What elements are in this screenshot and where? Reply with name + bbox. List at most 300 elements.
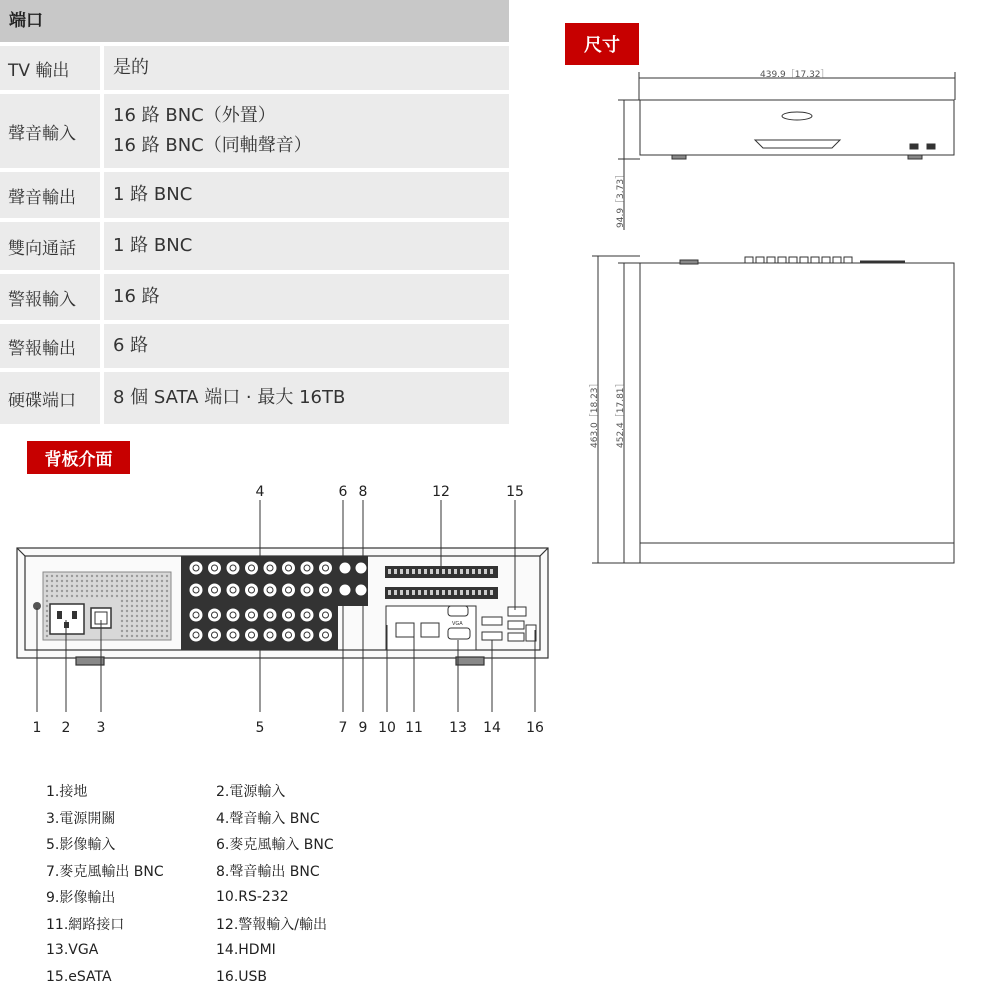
vent-hole [66, 595, 68, 597]
vent-hole [111, 575, 113, 577]
vent-hole [141, 635, 143, 637]
ports-row-value [104, 222, 509, 270]
terminal-pin [490, 590, 493, 595]
vent-hole [146, 625, 148, 627]
vent-hole [126, 630, 128, 632]
bnc-connector-icon [226, 608, 240, 622]
terminal-pin [412, 590, 415, 595]
vent-hole [166, 615, 168, 617]
vent-hole [106, 585, 108, 587]
vent-hole [46, 595, 48, 597]
power-inlet-icon [50, 604, 84, 634]
bnc-connector-icon [208, 608, 222, 622]
vent-hole [141, 600, 143, 602]
vent-hole [81, 580, 83, 582]
vent-hole [51, 595, 53, 597]
vent-hole [96, 580, 98, 582]
callout-number: 12 [432, 484, 450, 500]
terminal-pin [430, 569, 433, 574]
vent-hole [156, 580, 158, 582]
callout-number: 7 [338, 720, 348, 736]
bnc-connector-icon [189, 561, 203, 575]
vent-hole [91, 585, 93, 587]
bnc-connector-icon [226, 561, 240, 575]
vent-hole [121, 625, 123, 627]
vent-hole [161, 575, 163, 577]
vent-hole [96, 585, 98, 587]
vent-hole [156, 575, 158, 577]
legend-item: 5.影像輸入 [46, 837, 116, 854]
terminal-pin [400, 590, 403, 595]
terminal-pin [466, 590, 469, 595]
vent-hole [121, 620, 123, 622]
vent-hole [136, 605, 138, 607]
vent-hole [156, 605, 158, 607]
ports-row-value-line: 8 個 SATA 端口 · 最大 16TB [113, 387, 346, 408]
vent-hole [166, 610, 168, 612]
vent-hole [111, 580, 113, 582]
vent-hole [136, 620, 138, 622]
rear-port-marker [833, 257, 841, 263]
vent-hole [151, 630, 153, 632]
vent-hole [106, 595, 108, 597]
vent-hole [161, 620, 163, 622]
bnc-connector-icon [208, 583, 222, 597]
callout-number: 2 [61, 720, 71, 736]
legend-item: 8.聲音輸出 BNC [216, 863, 320, 880]
terminal-pin [394, 590, 397, 595]
vent-hole [56, 595, 58, 597]
vent-hole [156, 595, 158, 597]
vent-hole [86, 595, 88, 597]
terminal-pin [460, 569, 463, 574]
vent-hole [166, 620, 168, 622]
vent-hole [76, 585, 78, 587]
vent-hole [121, 580, 123, 582]
ports-row-value [104, 372, 509, 424]
vent-hole [131, 630, 133, 632]
bnc-connector-icon [189, 608, 203, 622]
vent-hole [161, 630, 163, 632]
vent-hole [61, 575, 63, 577]
terminal-pin [430, 590, 433, 595]
vent-hole [156, 585, 158, 587]
vent-hole [126, 590, 128, 592]
ports-row-label: 雙向通話 [0, 222, 104, 270]
vent-hole [56, 585, 58, 587]
vent-hole [161, 625, 163, 627]
bnc-connector-icon [208, 628, 222, 642]
vent-hole [126, 575, 128, 577]
vent-hole [151, 620, 153, 622]
vent-hole [156, 620, 158, 622]
vent-hole [76, 590, 78, 592]
terminal-pin [484, 569, 487, 574]
vent-hole [131, 635, 133, 637]
vent-hole [106, 575, 108, 577]
vent-hole [91, 575, 93, 577]
vent-hole [121, 595, 123, 597]
callout-number: 13 [449, 720, 467, 736]
vent-hole [51, 590, 53, 592]
vent-hole [146, 635, 148, 637]
callout-number: 4 [255, 484, 265, 500]
vent-hole [116, 575, 118, 577]
terminal-pin [460, 590, 463, 595]
vent-hole [46, 605, 48, 607]
vent-hole [126, 605, 128, 607]
vent-hole [126, 620, 128, 622]
vent-hole [51, 585, 53, 587]
callout-number: 14 [483, 720, 501, 736]
vent-hole [161, 580, 163, 582]
vent-hole [151, 625, 153, 627]
vent-hole [141, 620, 143, 622]
vent-hole [146, 610, 148, 612]
callout-number: 10 [378, 720, 396, 736]
vent-hole [106, 580, 108, 582]
vent-hole [116, 595, 118, 597]
vent-hole [136, 625, 138, 627]
vent-hole [146, 605, 148, 607]
bnc-connector-icon [282, 561, 296, 575]
vent-hole [146, 590, 148, 592]
legend-row [46, 858, 366, 885]
ports-row-value-line: 16 路 BNC（同軸聲音） [113, 135, 312, 156]
terminal-pin [400, 569, 403, 574]
terminal-pin [424, 590, 427, 595]
bnc-connector-icon [245, 608, 259, 622]
vent-hole [121, 630, 123, 632]
vent-hole [166, 575, 168, 577]
vent-hole [141, 605, 143, 607]
vent-hole [161, 600, 163, 602]
vent-hole [46, 600, 48, 602]
vent-hole [146, 600, 148, 602]
vent-hole [61, 595, 63, 597]
width-label: 439.9［17.32］ [760, 70, 830, 80]
vent-hole [141, 615, 143, 617]
bnc-connector-icon [263, 583, 277, 597]
vent-hole [91, 595, 93, 597]
legend-row [46, 911, 366, 938]
vent-hole [101, 590, 103, 592]
vent-hole [126, 585, 128, 587]
vent-hole [141, 590, 143, 592]
vent-hole [46, 580, 48, 582]
vent-hole [91, 580, 93, 582]
vent-hole [46, 615, 48, 617]
vent-hole [121, 575, 123, 577]
vent-hole [161, 595, 163, 597]
ports-row-value [104, 46, 509, 90]
terminal-pin [388, 590, 391, 595]
bnc-connector-icon [263, 608, 277, 622]
rear-panel-legend [46, 778, 366, 990]
vent-hole [101, 580, 103, 582]
vent-hole [76, 575, 78, 577]
vent-hole [166, 590, 168, 592]
terminal-pin [436, 569, 439, 574]
terminal-pin [454, 569, 457, 574]
legend-row [46, 805, 366, 832]
vent-hole [151, 600, 153, 602]
dimensions-drawing [580, 60, 980, 580]
vent-hole [61, 590, 63, 592]
vent-hole [71, 590, 73, 592]
vent-hole [46, 625, 48, 627]
vent-hole [121, 610, 123, 612]
terminal-pin [448, 569, 451, 574]
vent-hole [136, 580, 138, 582]
vent-hole [156, 630, 158, 632]
vent-hole [46, 575, 48, 577]
vent-hole [151, 610, 153, 612]
terminal-pin [412, 569, 415, 574]
vent-hole [146, 630, 148, 632]
vent-hole [126, 625, 128, 627]
terminal-pin [490, 569, 493, 574]
bnc-connector-icon [263, 561, 277, 575]
vent-hole [111, 585, 113, 587]
vent-hole [166, 605, 168, 607]
vent-hole [46, 630, 48, 632]
terminal-pin [466, 569, 469, 574]
ports-row [0, 90, 509, 168]
terminal-pin [394, 569, 397, 574]
legend-item: 9.影像輸出 [46, 890, 116, 907]
vent-hole [156, 635, 158, 637]
vent-hole [136, 585, 138, 587]
rear-port-marker [800, 257, 808, 263]
vent-hole [166, 580, 168, 582]
legend-item: 14.HDMI [216, 942, 276, 959]
terminal-pin [478, 569, 481, 574]
ports-row-value-line: 16 路 BNC（外置） [113, 105, 276, 126]
bnc-connector-icon [245, 561, 259, 575]
bnc-connector-icon [226, 628, 240, 642]
vent-hole [151, 605, 153, 607]
vent-hole [166, 630, 168, 632]
legend-item: 4.聲音輸入 BNC [216, 810, 320, 827]
terminal-pin [406, 569, 409, 574]
bnc-connector-icon [282, 583, 296, 597]
height-label: 94.9［3.73］ [616, 169, 626, 228]
vent-hole [71, 585, 73, 587]
vent-hole [81, 590, 83, 592]
vent-hole [141, 625, 143, 627]
vent-hole [151, 585, 153, 587]
legend-item: 6.麥克風輸入 BNC [216, 837, 334, 854]
vent-hole [141, 630, 143, 632]
bnc-connector-icon [319, 561, 333, 575]
legend-row [46, 778, 366, 805]
vent-hole [71, 595, 73, 597]
vent-hole [161, 635, 163, 637]
vent-hole [161, 610, 163, 612]
vent-hole [146, 595, 148, 597]
vent-hole [126, 595, 128, 597]
ports-row-label: 聲音輸出 [0, 172, 104, 218]
legend-item: 7.麥克風輸出 BNC [46, 863, 164, 880]
terminal-pin [406, 590, 409, 595]
ports-row-value [104, 274, 509, 320]
vent-hole [66, 585, 68, 587]
vent-hole [56, 590, 58, 592]
vent-hole [46, 610, 48, 612]
vent-hole [71, 580, 73, 582]
vent-hole [76, 595, 78, 597]
vent-hole [71, 575, 73, 577]
vent-hole [141, 580, 143, 582]
vent-hole [81, 585, 83, 587]
ports-table [0, 0, 509, 424]
vent-hole [121, 615, 123, 617]
vent-hole [131, 600, 133, 602]
vent-hole [141, 575, 143, 577]
vent-hole [136, 590, 138, 592]
vent-hole [136, 595, 138, 597]
vent-hole [51, 575, 53, 577]
ports-row [0, 218, 509, 270]
vent-hole [56, 575, 58, 577]
vent-hole [66, 590, 68, 592]
terminal-pin [436, 590, 439, 595]
vent-hole [116, 590, 118, 592]
vent-hole [56, 580, 58, 582]
vent-hole [141, 610, 143, 612]
vent-hole [131, 625, 133, 627]
ports-row-label: 警報輸入 [0, 274, 104, 320]
vent-hole [46, 620, 48, 622]
top-view [640, 263, 954, 563]
terminal-pin [442, 590, 445, 595]
rear-port-marker [778, 257, 786, 263]
vent-hole [96, 575, 98, 577]
vent-hole [101, 595, 103, 597]
vent-hole [86, 585, 88, 587]
vent-hole [121, 590, 123, 592]
bnc-audio-input-block [181, 556, 338, 606]
rear-port-marker [822, 257, 830, 263]
terminal-pin [424, 569, 427, 574]
vent-hole [146, 620, 148, 622]
bnc-connector-icon [300, 561, 314, 575]
vent-hole [166, 595, 168, 597]
vent-hole [136, 630, 138, 632]
bnc-connector-icon [319, 608, 333, 622]
depth-inner-label: 452.4［17.81］ [616, 378, 626, 448]
ports-row-label: 聲音輸入 [0, 94, 104, 168]
vent-hole [131, 615, 133, 617]
legend-item: 15.eSATA [46, 968, 112, 985]
vent-hole [51, 580, 53, 582]
bnc-mic-block [338, 556, 368, 606]
bnc-connector-icon [300, 583, 314, 597]
vent-hole [81, 595, 83, 597]
callout-number: 3 [96, 720, 106, 736]
ports-row-label: TV 輸出 [0, 46, 104, 90]
rear-port-marker [745, 257, 753, 263]
terminal-pin [454, 590, 457, 595]
vent-hole [121, 600, 123, 602]
terminal-pin [448, 590, 451, 595]
vent-hole [136, 575, 138, 577]
ports-row-value-line: 1 路 BNC [113, 184, 193, 205]
depth-outer-label: 463.0［18.23］ [590, 378, 600, 448]
vent-hole [131, 590, 133, 592]
vent-hole [91, 590, 93, 592]
vent-hole [136, 600, 138, 602]
vent-hole [156, 600, 158, 602]
rear-panel-title: 背板介面 [27, 441, 130, 474]
rear-port-marker [756, 257, 764, 263]
rear-port-marker [789, 257, 797, 263]
callout-number: 1 [32, 720, 42, 736]
vent-hole [156, 625, 158, 627]
io-panel [386, 606, 476, 650]
bnc-connector-icon [300, 608, 314, 622]
vent-hole [131, 610, 133, 612]
ports-table-header: 端口 [0, 0, 509, 42]
vent-hole [116, 580, 118, 582]
front-view [640, 100, 954, 155]
terminal-pin [478, 590, 481, 595]
vent-hole [61, 585, 63, 587]
vent-hole [146, 580, 148, 582]
terminal-pin [472, 569, 475, 574]
ports-row-value-line: 16 路 [113, 286, 160, 307]
rear-port-marker [844, 257, 852, 263]
legend-item: 13.VGA [46, 942, 99, 959]
bnc-connector-icon [245, 628, 259, 642]
vent-hole [136, 615, 138, 617]
terminal-pin [418, 590, 421, 595]
legend-item: 1.接地 [46, 784, 88, 801]
vent-hole [141, 595, 143, 597]
ports-row [0, 320, 509, 368]
vent-hole [101, 575, 103, 577]
vent-hole [66, 580, 68, 582]
vent-hole [151, 580, 153, 582]
vent-hole [86, 580, 88, 582]
bnc-connector-icon [189, 583, 203, 597]
terminal-pin [388, 569, 391, 574]
vent-hole [46, 585, 48, 587]
bnc-connector-icon [300, 628, 314, 642]
callout-number: 16 [526, 720, 544, 736]
vent-hole [151, 615, 153, 617]
vent-hole [66, 575, 68, 577]
vent-hole [151, 635, 153, 637]
bnc-connector-icon [189, 628, 203, 642]
bnc-connector-icon [319, 628, 333, 642]
vent-hole [126, 635, 128, 637]
vent-hole [111, 595, 113, 597]
vent-hole [161, 585, 163, 587]
bnc-connector-icon [208, 561, 222, 575]
vent-hole [161, 615, 163, 617]
vent-hole [86, 590, 88, 592]
rear-port-marker [767, 257, 775, 263]
ports-row-value [104, 94, 509, 168]
ports-row-value-line: 是的 [113, 57, 149, 78]
rear-panel-diagram [0, 470, 560, 770]
callout-number: 15 [506, 484, 524, 500]
vent-hole [166, 625, 168, 627]
vent-hole [161, 605, 163, 607]
rear-port-marker [811, 257, 819, 263]
